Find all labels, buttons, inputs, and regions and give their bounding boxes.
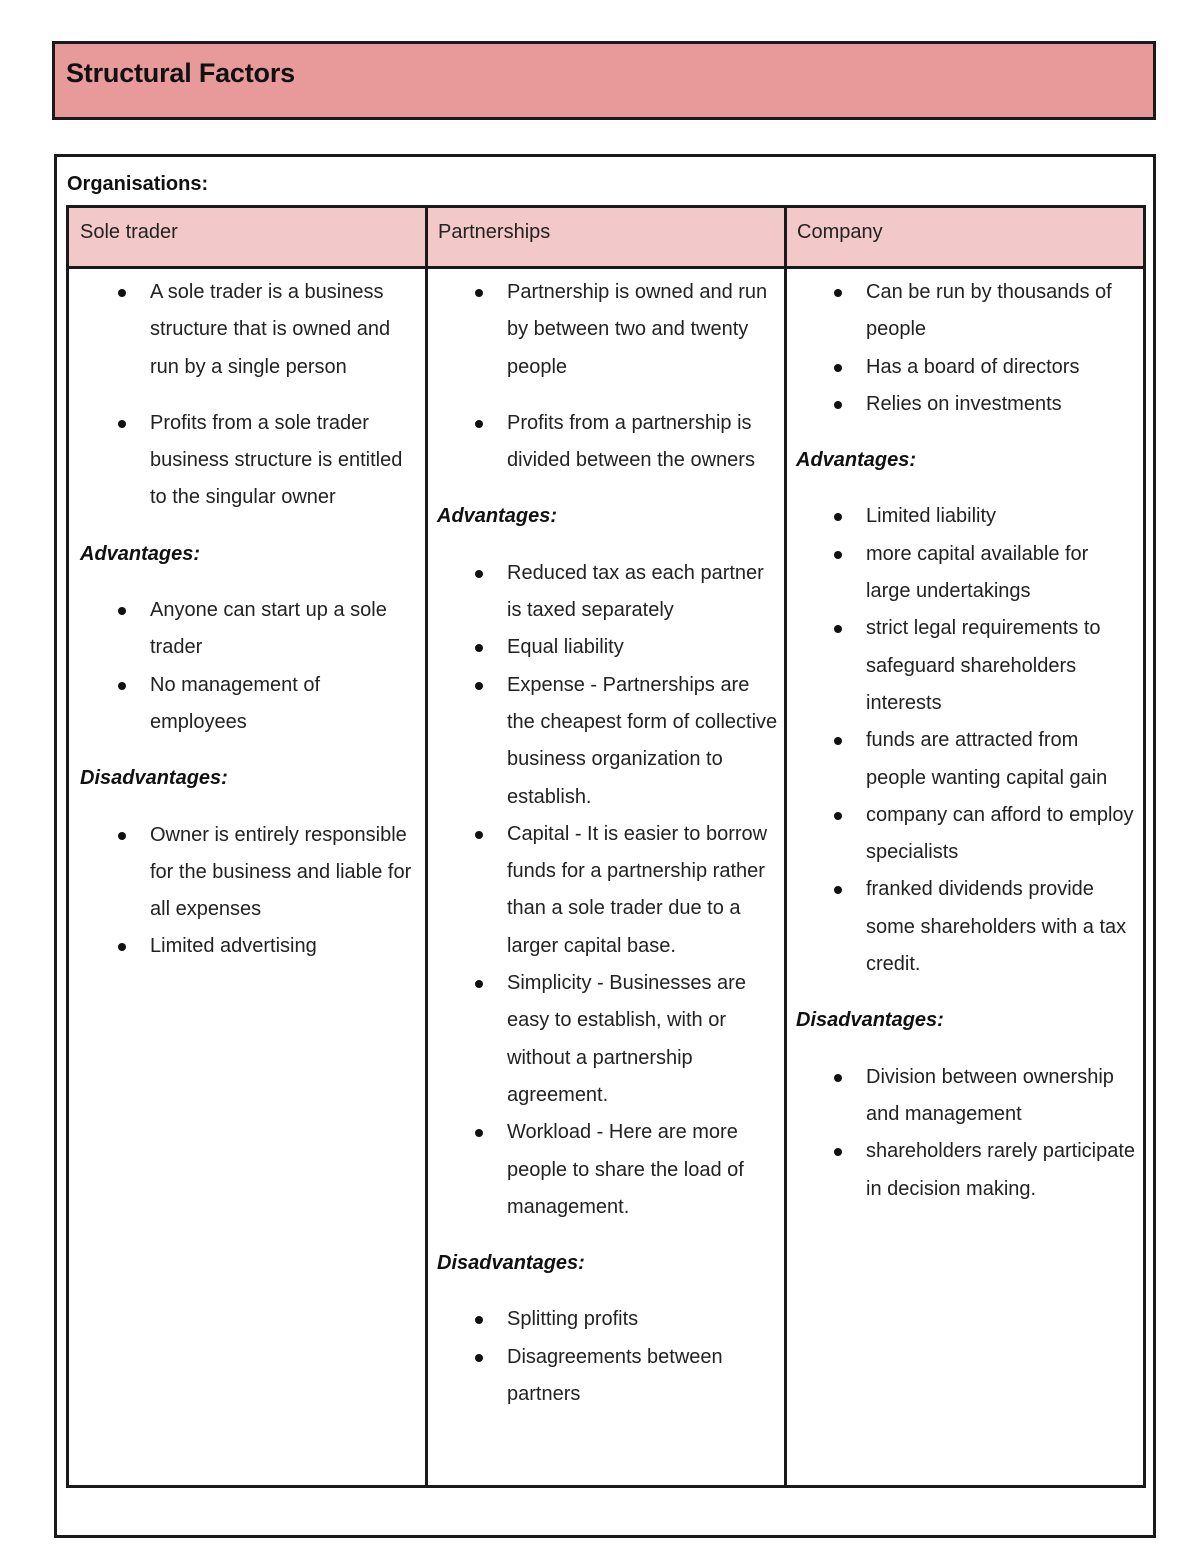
title-banner bbox=[52, 41, 1156, 120]
partnerships-column bbox=[437, 269, 779, 1413]
list-item: Reduced tax as each partner is taxed separately bbox=[437, 555, 779, 630]
list-item: Profits from a partnership is divided between the owners bbox=[437, 405, 779, 480]
list-item: Limited liability bbox=[796, 498, 1138, 535]
advantages-heading: Advantages: bbox=[796, 449, 917, 472]
list-item: Disagreements between partners bbox=[437, 1339, 779, 1414]
column-heading-company: Company bbox=[797, 221, 883, 243]
list-item: shareholders rarely participate in decision making. bbox=[796, 1133, 1138, 1208]
disadvantages-heading: Disadvantages: bbox=[796, 1009, 944, 1032]
list-item: Capital - It is easier to borrow funds for a partnership rather than a sole trader due to a larger capital base. bbox=[437, 816, 779, 965]
list-item: Workload - Here are more people to share the load of management. bbox=[437, 1114, 779, 1226]
disadvantages-heading: Disadvantages: bbox=[437, 1252, 585, 1275]
partnerships-disadvantages-list bbox=[437, 1301, 779, 1413]
company-disadvantages-list bbox=[796, 1059, 1138, 1208]
list-item: Profits from a sole trader business structure is entitled to the singular owner bbox=[80, 405, 420, 517]
company-intro-list bbox=[796, 274, 1138, 423]
list-item: more capital available for large undertakings bbox=[796, 536, 1138, 611]
list-item: Anyone can start up a sole trader bbox=[80, 592, 420, 667]
column-heading-sole-trader: Sole trader bbox=[80, 221, 178, 243]
list-item: franked dividends provide some shareholders with a tax credit. bbox=[796, 871, 1138, 983]
list-item: Relies on investments bbox=[796, 386, 1138, 423]
list-item: No management of employees bbox=[80, 667, 420, 742]
sole-trader-column bbox=[80, 269, 420, 966]
partnerships-intro-list bbox=[437, 274, 779, 479]
advantages-heading: Advantages: bbox=[80, 542, 201, 565]
list-item: Simplicity - Businesses are easy to establish, with or without a partnership agreement. bbox=[437, 965, 779, 1114]
list-item: Has a board of directors bbox=[796, 349, 1138, 386]
sole-trader-advantages-list bbox=[80, 592, 420, 741]
column-heading-partnerships: Partnerships bbox=[438, 221, 551, 243]
company-advantages-list bbox=[796, 498, 1138, 983]
table-header-row bbox=[69, 208, 1143, 269]
list-item: strict legal requirements to safeguard shareholders interests bbox=[796, 610, 1138, 722]
list-item: Splitting profits bbox=[437, 1301, 779, 1338]
sole-trader-intro-list bbox=[80, 274, 420, 517]
list-item: Equal liability bbox=[437, 629, 779, 666]
organisations-section bbox=[54, 154, 1156, 1538]
organisations-label: Organisations: bbox=[67, 173, 209, 195]
organisations-table bbox=[66, 205, 1146, 1488]
column-divider bbox=[784, 208, 787, 1485]
column-divider bbox=[425, 208, 428, 1485]
list-item: company can afford to employ specialists bbox=[796, 797, 1138, 872]
list-item: Partnership is owned and run by between two and twenty people bbox=[437, 274, 779, 386]
list-item: Can be run by thousands of people bbox=[796, 274, 1138, 349]
list-item: funds are attracted from people wanting capital gain bbox=[796, 722, 1138, 797]
list-item: Limited advertising bbox=[80, 928, 420, 965]
list-item: Expense - Partnerships are the cheapest form of collective business organization to establish. bbox=[437, 667, 779, 816]
company-column bbox=[796, 269, 1138, 1208]
partnerships-advantages-list bbox=[437, 555, 779, 1226]
sole-trader-disadvantages-list bbox=[80, 817, 420, 966]
list-item: A sole trader is a business structure that is owned and run by a single person bbox=[80, 274, 420, 386]
list-item: Division between ownership and management bbox=[796, 1059, 1138, 1134]
list-item: Owner is entirely responsible for the business and liable for all expenses bbox=[80, 817, 420, 929]
advantages-heading: Advantages: bbox=[437, 505, 558, 528]
page-title: Structural Factors bbox=[66, 58, 295, 88]
disadvantages-heading: Disadvantages: bbox=[80, 767, 228, 790]
